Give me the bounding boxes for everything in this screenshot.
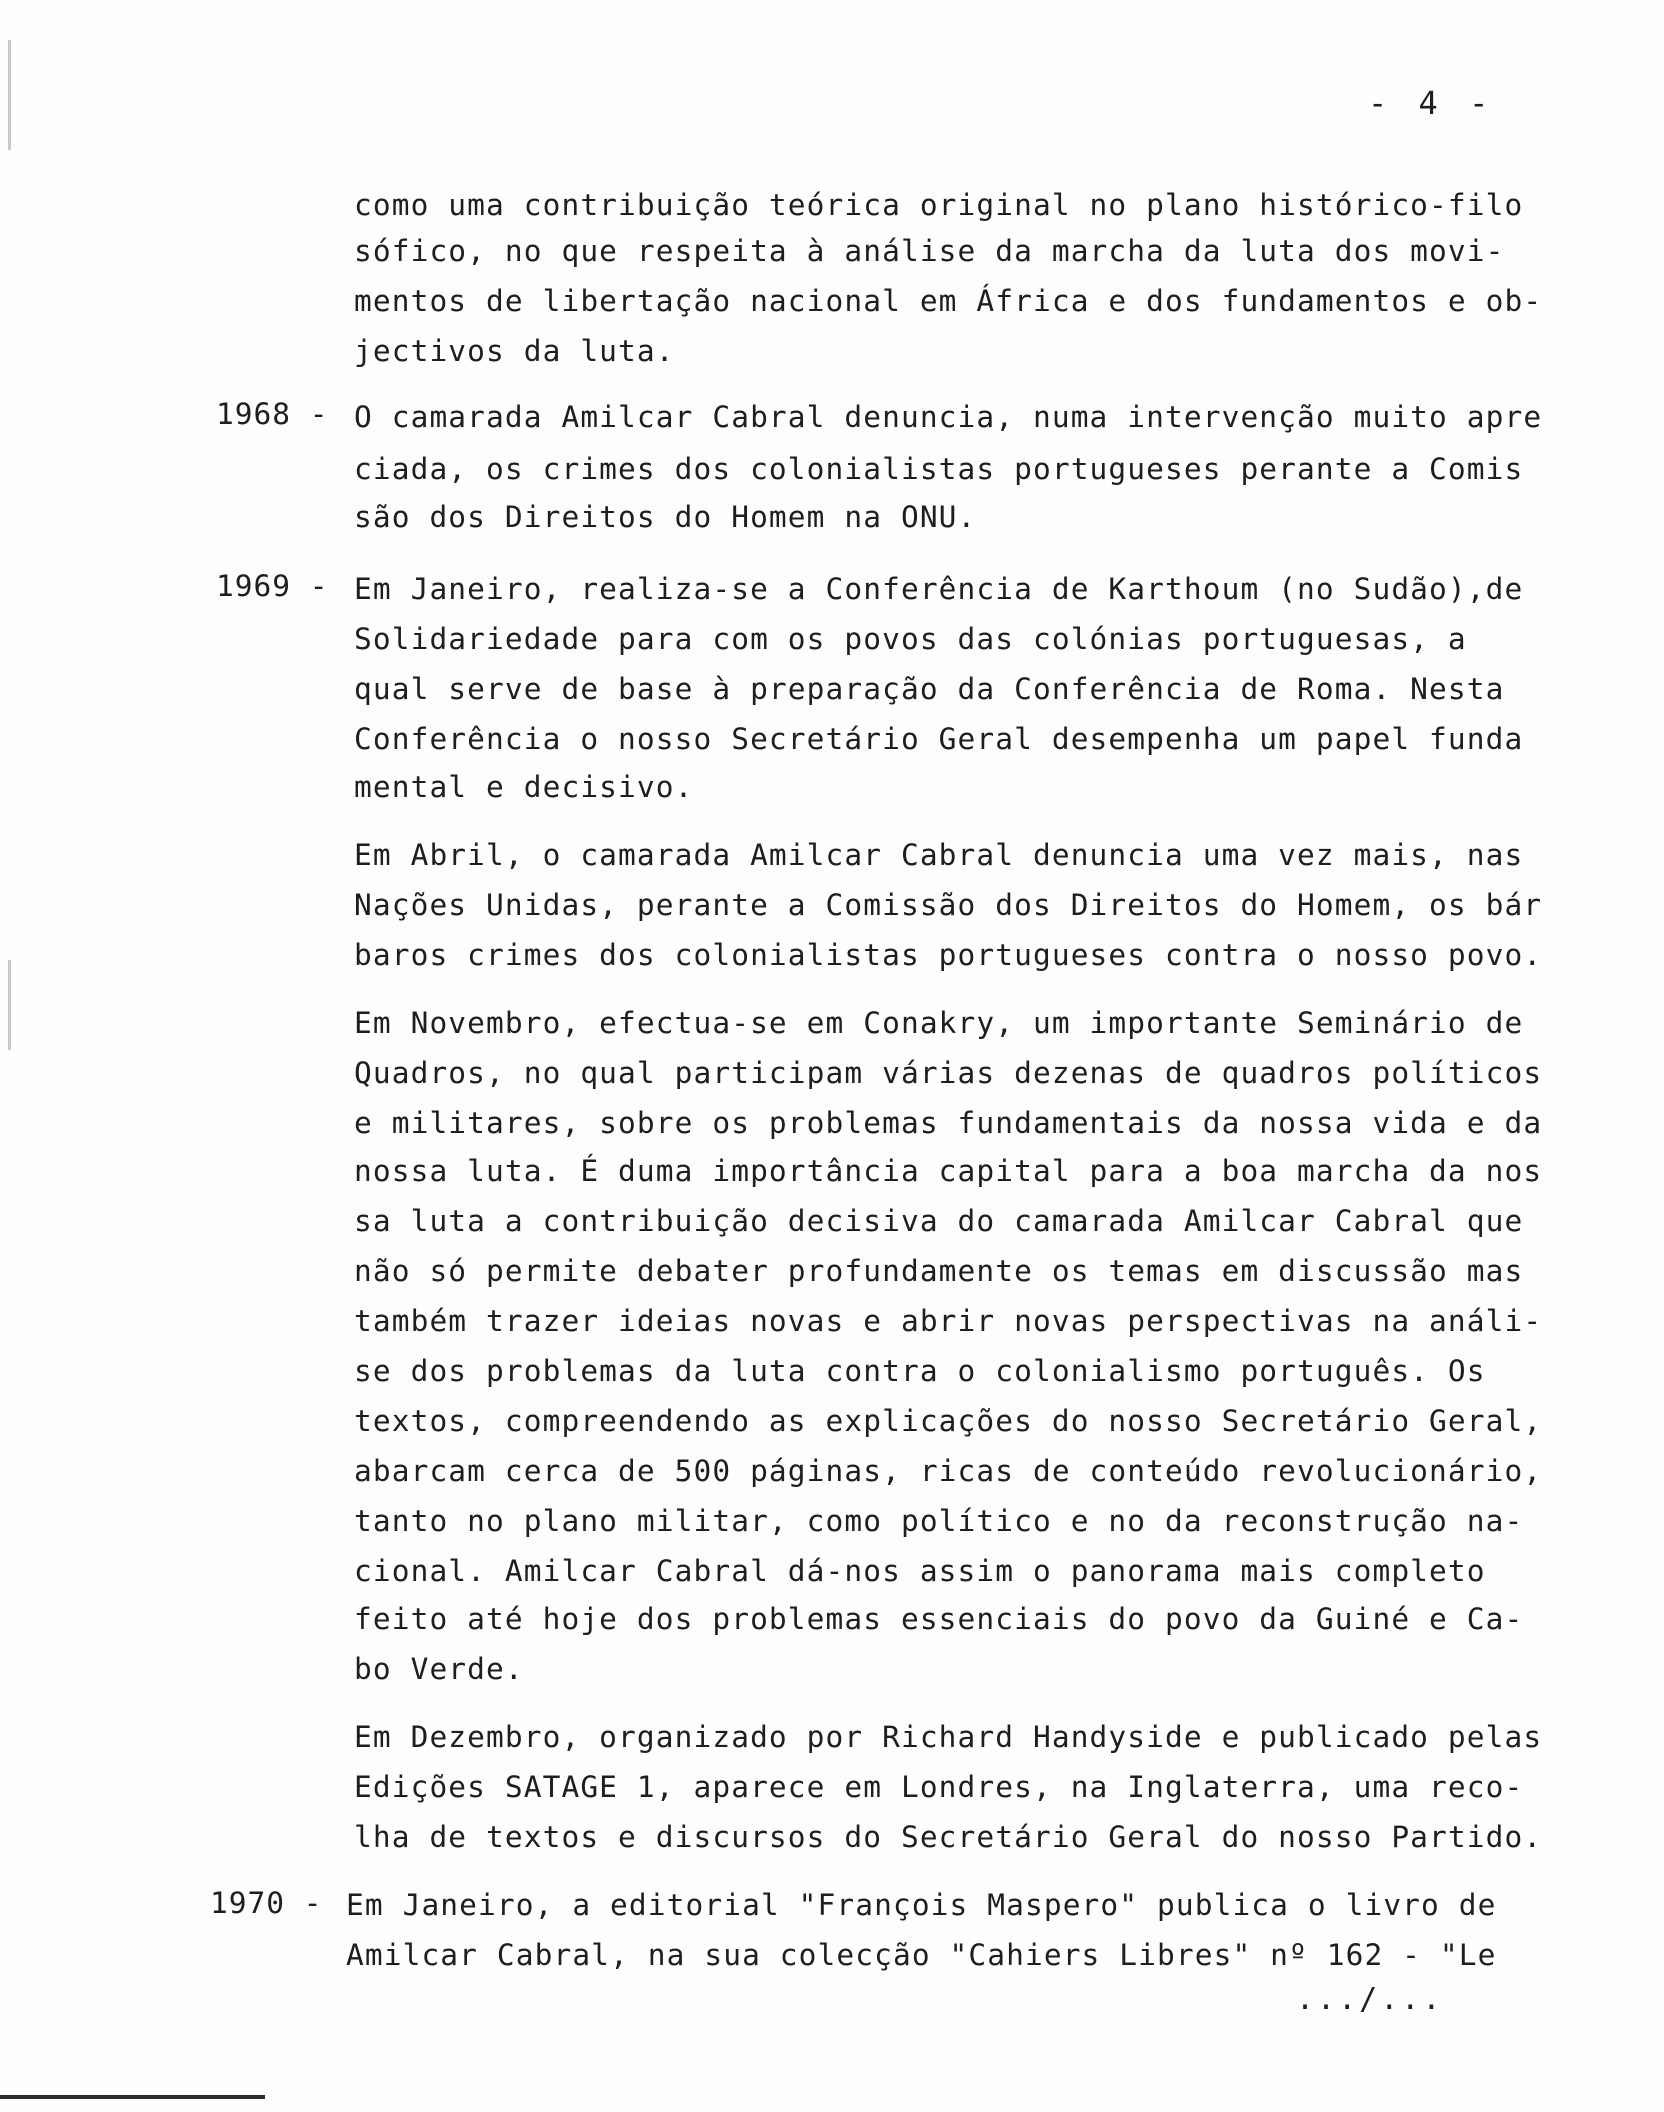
entry-year: 1969 - bbox=[216, 569, 329, 603]
text-line: textos, compreendendo as explicações do nosso Secretário Geral, bbox=[354, 1404, 1543, 1438]
text-line: como uma contribuição teórica original no plano histórico-filo bbox=[354, 188, 1524, 222]
page-number: - 4 - bbox=[1368, 84, 1495, 122]
continuation-mark: .../... bbox=[1296, 1982, 1444, 2017]
text-line: lha de textos e discursos do Secretário Geral do nosso Partido. bbox=[354, 1820, 1543, 1854]
text-line: não só permite debater profundamente os temas em discussão mas bbox=[354, 1254, 1524, 1288]
text-line: ciada, os crimes dos colonialistas portugueses perante a Comis bbox=[354, 452, 1524, 486]
text-line: Em Janeiro, a editorial "François Maspero" publica o livro de bbox=[346, 1888, 1497, 1922]
text-line: e militares, sobre os problemas fundamentais da nossa vida e da bbox=[354, 1106, 1543, 1140]
text-line: mental e decisivo. bbox=[354, 770, 694, 804]
text-line: Em Janeiro, realiza-se a Conferência de Karthoum (no Sudão),de bbox=[354, 572, 1524, 606]
text-line: sófico, no que respeita à análise da marcha da luta dos movi- bbox=[354, 234, 1505, 268]
text-line: se dos problemas da luta contra o colonialismo português. Os bbox=[354, 1354, 1486, 1388]
text-line: Em Abril, o camarada Amilcar Cabral denuncia uma vez mais, nas bbox=[354, 838, 1524, 872]
text-line: são dos Direitos do Homem na ONU. bbox=[354, 500, 977, 534]
margin-scan-mark bbox=[8, 960, 11, 1050]
text-line: abarcam cerca de 500 páginas, ricas de conteúdo revolucionário, bbox=[354, 1454, 1543, 1488]
text-line: qual serve de base à preparação da Conferência de Roma. Nesta bbox=[354, 672, 1505, 706]
entry-year: 1968 - bbox=[216, 397, 329, 431]
text-line: cional. Amilcar Cabral dá-nos assim o panorama mais completo bbox=[354, 1554, 1486, 1588]
text-line: Amilcar Cabral, na sua colecção "Cahiers Libres" nº 162 - "Le bbox=[346, 1938, 1497, 1972]
text-line: também trazer ideias novas e abrir novas perspectivas na análi- bbox=[354, 1304, 1543, 1338]
text-line: sa luta a contribuição decisiva do camarada Amilcar Cabral que bbox=[354, 1204, 1524, 1238]
text-line: mentos de libertação nacional em África e dos fundamentos e ob- bbox=[354, 284, 1543, 318]
text-line: nossa luta. É duma importância capital para a boa marcha da nos bbox=[354, 1154, 1543, 1188]
text-line: tanto no plano militar, como político e no da reconstrução na- bbox=[354, 1504, 1524, 1538]
text-line: Em Novembro, efectua-se em Conakry, um importante Seminário de bbox=[354, 1006, 1524, 1040]
text-line: jectivos da luta. bbox=[354, 334, 675, 368]
text-line: Solidariedade para com os povos das colónias portuguesas, a bbox=[354, 622, 1467, 656]
text-line: baros crimes dos colonialistas portugueses contra o nosso povo. bbox=[354, 938, 1543, 972]
text-line: O camarada Amilcar Cabral denuncia, numa intervenção muito apre bbox=[354, 400, 1543, 434]
text-line: Quadros, no qual participam várias dezenas de quadros políticos bbox=[354, 1056, 1543, 1090]
text-line: feito até hoje dos problemas essenciais do povo da Guiné e Ca- bbox=[354, 1602, 1524, 1636]
bottom-rule bbox=[0, 2095, 265, 2099]
text-line: Edições SATAGE 1, aparece em Londres, na Inglaterra, uma reco- bbox=[354, 1770, 1524, 1804]
text-line: Conferência o nosso Secretário Geral desempenha um papel funda bbox=[354, 722, 1524, 756]
text-line: bo Verde. bbox=[354, 1652, 524, 1686]
text-line: Em Dezembro, organizado por Richard Handyside e publicado pelas bbox=[354, 1720, 1543, 1754]
margin-scan-mark bbox=[8, 40, 11, 150]
text-line: Nações Unidas, perante a Comissão dos Direitos do Homem, os bár bbox=[354, 888, 1543, 922]
entry-year: 1970 - bbox=[210, 1886, 323, 1920]
